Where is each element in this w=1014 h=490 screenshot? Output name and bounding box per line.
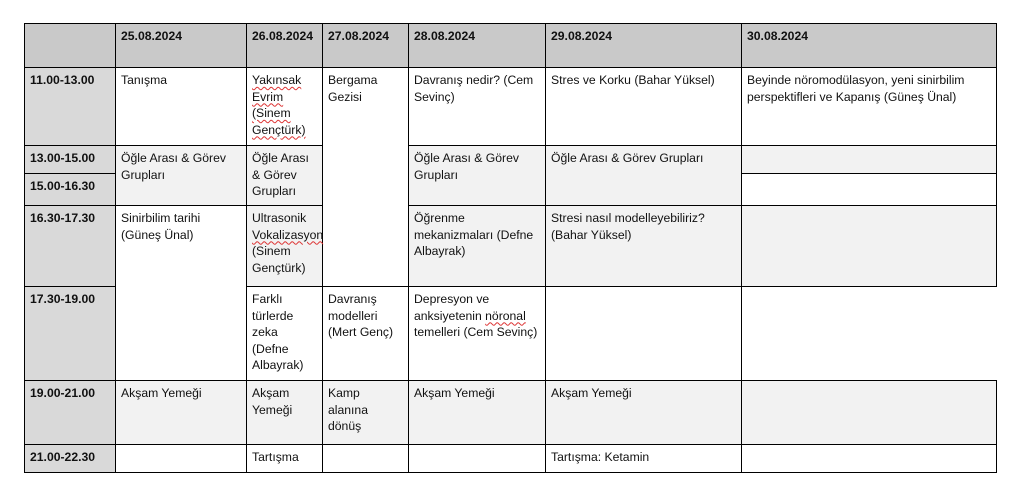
time-slot: 21.00-22.30 <box>25 445 116 473</box>
session-cell <box>742 381 997 445</box>
session-cell: Davranış nedir? (Cem Sevinç) <box>409 68 546 146</box>
session-cell <box>546 287 742 381</box>
session-cell: Akşam Yemeği <box>546 381 742 445</box>
table-row <box>25 68 997 146</box>
session-cell: Tartışma: Ketamin <box>546 445 742 473</box>
session-cell: Akşam Yemeği <box>247 381 323 445</box>
session-cell: Davranış modelleri (Mert Genç) <box>323 287 409 381</box>
session-cell <box>323 445 409 473</box>
session-cell <box>409 445 546 473</box>
table-row <box>25 206 997 287</box>
session-cell: Öğrenme mekanizmaları (Defne Albayrak) <box>409 206 546 287</box>
time-slot: 15.00-16.30 <box>25 174 116 206</box>
session-cell: Kamp alanına dönüş <box>323 381 409 445</box>
header-row <box>25 24 997 68</box>
header-corner <box>25 24 116 68</box>
session-cell: Sinirbilim tarihi (Güneş Ünal) <box>116 206 247 381</box>
session-cell <box>742 146 997 174</box>
session-cell: Akşam Yemeği <box>409 381 546 445</box>
session-cell <box>247 68 323 146</box>
header-date: 28.08.2024 <box>409 24 546 68</box>
schedule-table <box>24 23 997 473</box>
time-slot: 16.30-17.30 <box>25 206 116 287</box>
time-slot: 19.00-21.00 <box>25 381 116 445</box>
session-cell: Stres ve Korku (Bahar Yüksel) <box>546 68 742 146</box>
time-slot: 13.00-15.00 <box>25 146 116 174</box>
header-date: 26.08.2024 <box>247 24 323 68</box>
session-cell: Ultrasonik Vokalizasyon (Sinem Gençtürk) <box>247 206 323 287</box>
session-cell: Farklı türlerde zeka (Defne Albayrak) <box>247 287 323 381</box>
session-cell: Akşam Yemeği <box>116 381 247 445</box>
session-cell <box>742 174 997 206</box>
table-row <box>25 381 997 445</box>
session-cell <box>742 445 997 473</box>
time-slot: 11.00-13.00 <box>25 68 116 146</box>
session-cell: Bergama Gezisi <box>323 68 409 287</box>
session-cell: Öğle Arası & Görev Grupları <box>409 146 546 206</box>
session-cell: Stresi nasıl modelleyebiliriz? (Bahar Yüksel) <box>546 206 742 287</box>
session-cell: Öğle Arası & Görev Grupları <box>247 146 323 206</box>
table-row <box>25 146 997 174</box>
session-cell <box>742 206 997 287</box>
session-cell: Tartışma <box>247 445 323 473</box>
session-cell: Öğle Arası & Görev Grupları <box>116 146 247 206</box>
time-slot: 17.30-19.00 <box>25 287 116 381</box>
session-cell: Depresyon ve anksiyetenin nöronal temelleri (Cem Sevinç) <box>409 287 546 381</box>
misspelled-word: Vokalizasyon <box>252 227 324 242</box>
header-date: 25.08.2024 <box>116 24 247 68</box>
session-cell: Tanışma <box>116 68 247 146</box>
session-cell: Öğle Arası & Görev Grupları <box>546 146 742 206</box>
session-title: Yakınsak Evrim (Sinem Gençtürk) <box>252 73 306 137</box>
header-date: 29.08.2024 <box>546 24 742 68</box>
session-cell <box>116 445 247 473</box>
header-date: 27.08.2024 <box>323 24 409 68</box>
table-row <box>25 445 997 473</box>
header-date: 30.08.2024 <box>742 24 997 68</box>
session-cell: Beyinde nöromodülasyon, yeni sinirbilim perspektifleri ve Kapanış (Güneş Ünal) <box>742 68 997 146</box>
misspelled-word: nöronal <box>485 308 526 323</box>
